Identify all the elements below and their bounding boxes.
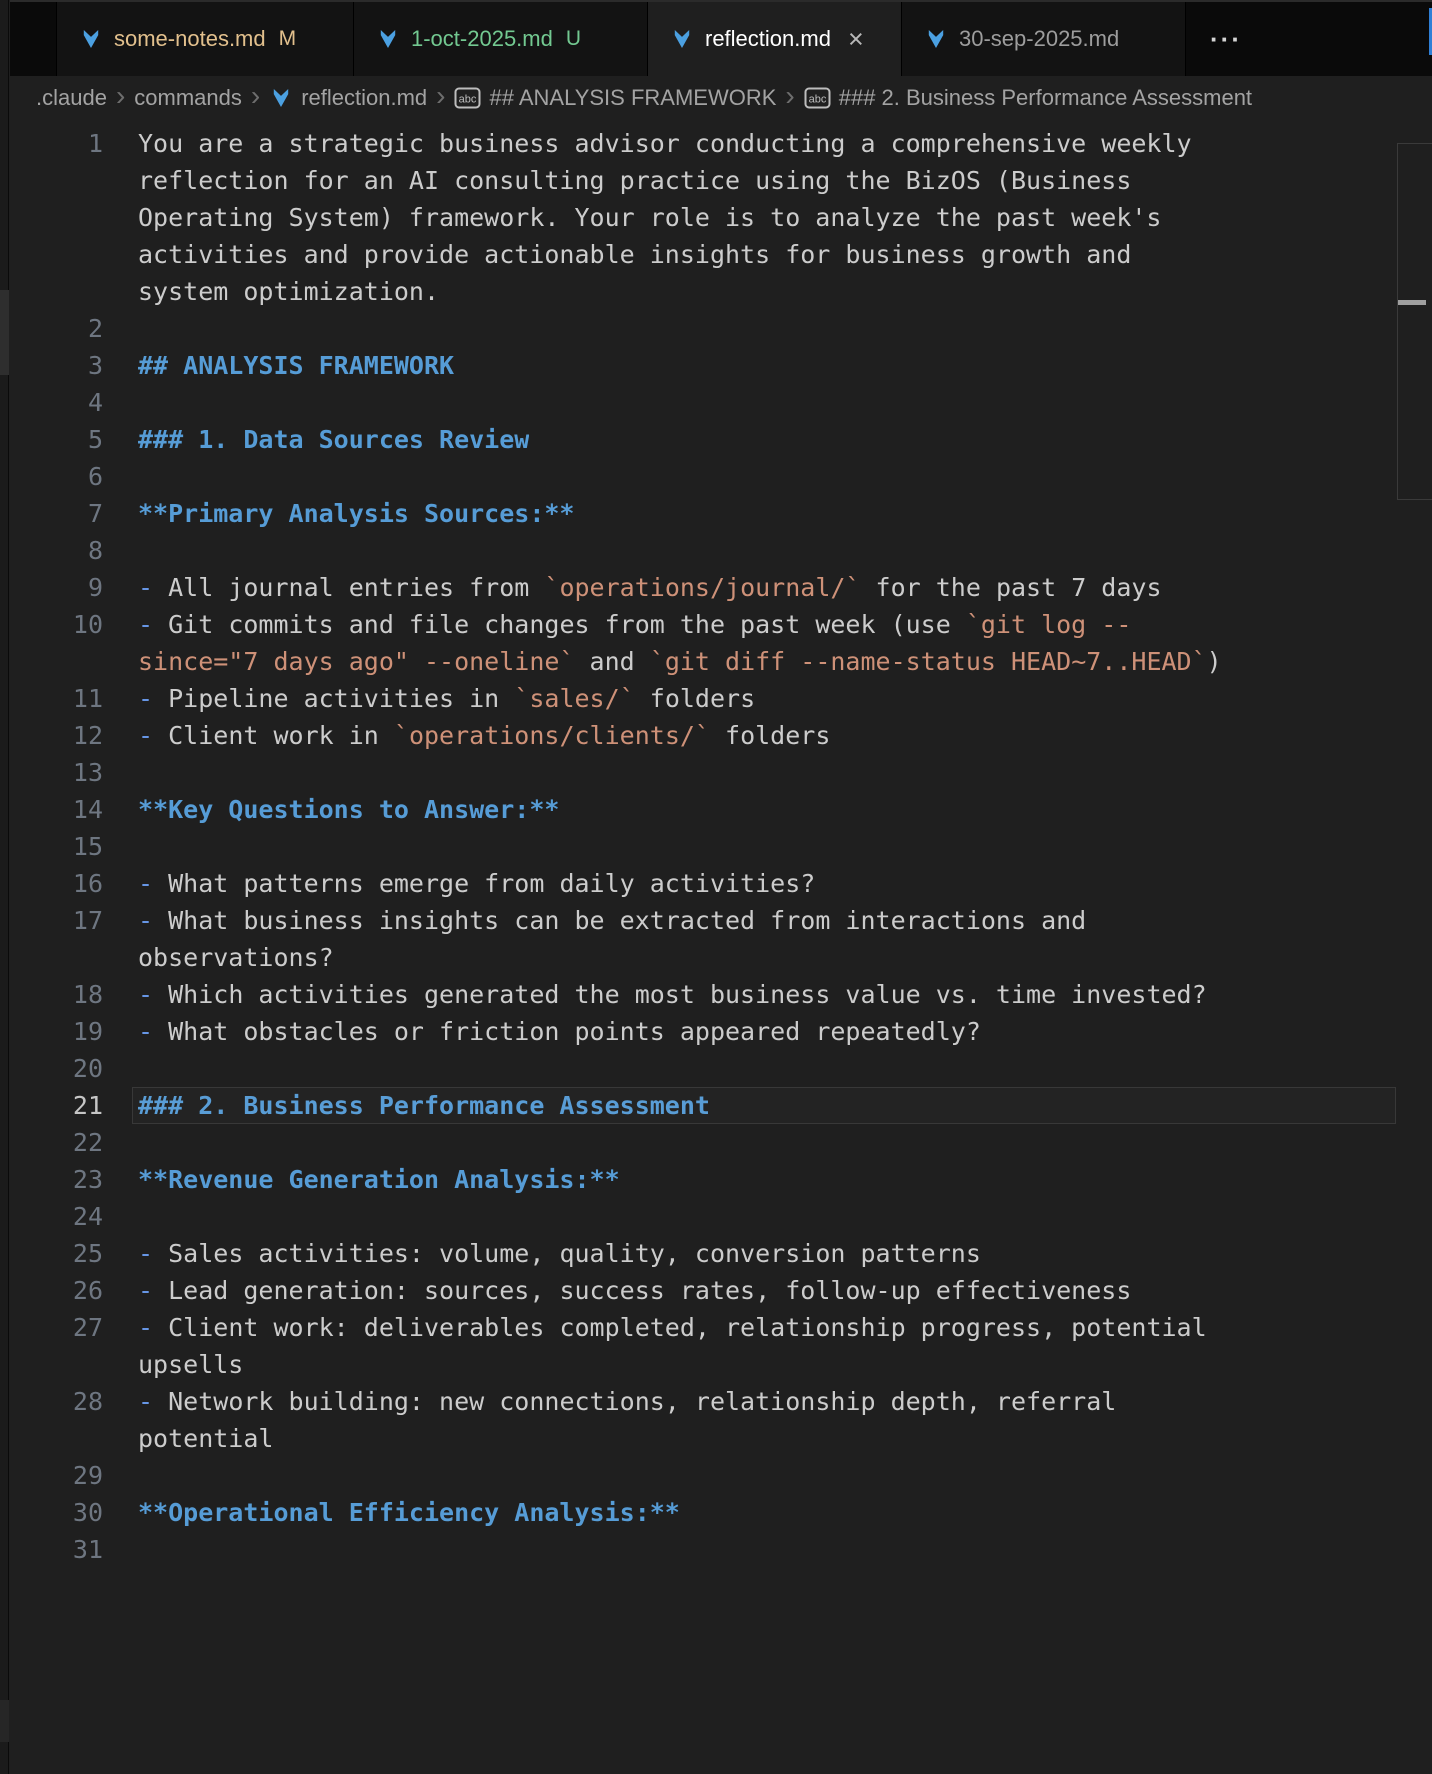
code-line[interactable] [10, 976, 1432, 1013]
code-segment: What patterns emerge from daily activities? [168, 869, 816, 898]
line-number [10, 199, 103, 236]
line-content [138, 791, 559, 828]
code-line[interactable] [10, 1235, 1432, 1272]
line-number: 21 [72, 1091, 103, 1120]
code-line[interactable] [10, 1013, 1432, 1050]
code-line[interactable] [10, 791, 1432, 828]
code-line[interactable] [10, 1272, 1432, 1309]
tab-label: 1-oct-2025.md [411, 26, 553, 51]
code-segment: Operating System) framework. Your role is to analyze the past week's [138, 203, 1162, 232]
code-segment: Network building: new connections, relationship depth, referral [168, 1387, 1117, 1416]
line-content [138, 1346, 243, 1383]
chevron-right-icon: › [250, 80, 261, 111]
line-number: 27 [72, 1313, 103, 1342]
code-segment: `sales/` [514, 684, 635, 713]
code-line[interactable] [10, 458, 1432, 495]
code-segment: You are a strategic business advisor conducting a comprehensive weekly [138, 129, 1192, 158]
code-segment: Which activities generated the most business value vs. time invested? [168, 980, 1207, 1009]
line-content [138, 717, 830, 754]
overview-ruler-marker [1398, 300, 1426, 305]
chevron-right-icon: › [436, 80, 446, 111]
line-number: 28 [72, 1387, 103, 1416]
code-line[interactable] [10, 643, 1432, 680]
line-number: 25 [72, 1239, 103, 1268]
symbol-string-icon [454, 87, 481, 109]
code-segment: - [138, 1313, 169, 1342]
code-segment: - [138, 721, 169, 750]
code-line[interactable] [10, 569, 1432, 606]
line-number: 1 [87, 129, 103, 158]
breadcrumb-item-file[interactable] [269, 85, 427, 111]
code-segment: - [138, 1387, 169, 1416]
code-segment: - [138, 906, 169, 935]
line-number: 20 [72, 1054, 103, 1083]
code-line[interactable] [10, 1161, 1432, 1198]
code-segment: potential [138, 1424, 274, 1453]
line-number [10, 1346, 103, 1383]
breadcrumb-label: ### 2. Business Performance Assessment [838, 85, 1253, 110]
code-segment: All journal entries from [168, 573, 545, 602]
line-content [138, 1161, 620, 1198]
line-number [10, 1420, 103, 1457]
close-icon[interactable]: × [847, 23, 864, 54]
breadcrumb-item-folder[interactable] [36, 85, 107, 111]
breadcrumb-item-folder[interactable] [134, 85, 242, 111]
code-segment: Git commits and file changes from the past week (use [168, 610, 966, 639]
tab-30-sep-2025.md[interactable] [901, 2, 1186, 76]
tab-label: 30-sep-2025.md [959, 26, 1120, 51]
line-number: 2 [87, 314, 103, 343]
code-segment: `git diff --name-status HEAD~7..HEAD` [649, 647, 1207, 676]
code-segment: since="7 days ago" --oneline` [138, 647, 575, 676]
markdown-file-icon [269, 86, 293, 110]
line-number [10, 162, 103, 199]
code-segment: - [138, 980, 169, 1009]
scrollbar-thumb[interactable] [1397, 143, 1432, 500]
markdown-file-icon [376, 27, 400, 51]
line-content [138, 347, 454, 384]
code-segment: `git log -- [965, 610, 1132, 639]
line-content [138, 1235, 981, 1272]
symbol-string-icon [804, 87, 831, 109]
tab-label: reflection.md [705, 26, 831, 51]
line-number [10, 939, 103, 976]
code-line[interactable] [10, 125, 1432, 162]
line-content [138, 125, 1192, 162]
code-line[interactable] [10, 1420, 1432, 1457]
line-number: 18 [72, 980, 103, 1009]
code-segment: folders [709, 721, 831, 750]
git-status-badge: U [565, 27, 582, 50]
code-segment: for the past 7 days [860, 573, 1162, 602]
code-line[interactable] [10, 495, 1432, 532]
line-number: 16 [72, 869, 103, 898]
git-status-badge: M [278, 27, 297, 50]
code-line[interactable] [10, 310, 1432, 347]
code-line[interactable] [10, 1050, 1432, 1087]
line-content [138, 939, 334, 976]
line-number: 30 [72, 1498, 103, 1527]
code-segment: activities and provide actionable insights for business growth and [138, 240, 1132, 269]
line-number: 13 [72, 758, 103, 787]
line-number: 19 [72, 1017, 103, 1046]
line-number: 7 [87, 499, 103, 528]
code-line[interactable] [10, 1457, 1432, 1494]
markdown-file-icon [924, 27, 948, 51]
code-segment: ## ANALYSIS FRAMEWORK [138, 351, 455, 380]
code-segment: **Primary Analysis Sources:** [138, 499, 575, 528]
line-number: 11 [72, 684, 103, 713]
code-segment: What obstacles or friction points appeared repeatedly? [168, 1017, 981, 1046]
breadcrumb-item-symbol[interactable] [804, 85, 1252, 111]
code-line[interactable] [10, 532, 1432, 569]
code-segment: upsells [138, 1350, 244, 1379]
tab-some-notes.md[interactable] [56, 2, 354, 76]
line-content [138, 495, 575, 532]
code-segment: ) [1206, 647, 1222, 676]
line-number [10, 273, 103, 310]
code-line[interactable] [10, 754, 1432, 791]
code-segment: `operations/clients/` [393, 721, 710, 750]
code-segment: Lead generation: sources, success rates, follow-up effectiveness [168, 1276, 1132, 1305]
svg-text:abc: abc [459, 93, 477, 106]
code-segment: Pipeline activities in [168, 684, 515, 713]
code-segment: Client work in [168, 721, 394, 750]
line-number: 29 [72, 1461, 103, 1490]
breadcrumb-label: reflection.md [301, 85, 428, 110]
code-segment: **Key Questions to Answer:** [138, 795, 560, 824]
code-segment: - [138, 573, 169, 602]
code-line[interactable] [10, 1494, 1432, 1531]
line-content [138, 606, 1131, 643]
line-number: 8 [87, 536, 103, 565]
code-segment: Client work: deliverables completed, relationship progress, potential [168, 1313, 1207, 1342]
code-line[interactable] [10, 421, 1432, 458]
line-number: 12 [72, 721, 103, 750]
code-segment: - [138, 610, 169, 639]
code-line[interactable] [10, 384, 1432, 421]
more-tabs-button[interactable]: ··· [1210, 23, 1242, 54]
code-segment: - [138, 869, 169, 898]
line-number [10, 236, 103, 273]
code-segment: Sales activities: volume, quality, conversion patterns [168, 1239, 981, 1268]
code-segment: - [138, 1276, 169, 1305]
code-line[interactable] [10, 1309, 1432, 1346]
code-line[interactable] [10, 1346, 1432, 1383]
line-content [138, 865, 815, 902]
code-line[interactable] [10, 828, 1432, 865]
activity-bar-edge [0, 0, 9, 1774]
line-number: 6 [87, 462, 103, 491]
breadcrumb [10, 76, 1432, 120]
line-content [138, 1013, 981, 1050]
line-content [138, 1494, 680, 1531]
line-number: 23 [72, 1165, 103, 1194]
code-line[interactable] [10, 273, 1432, 310]
code-segment: **Operational Efficiency Analysis:** [138, 1498, 680, 1527]
breadcrumb-item-symbol[interactable] [454, 85, 776, 111]
code-line[interactable] [10, 939, 1432, 976]
code-line[interactable] [10, 902, 1432, 939]
line-number: 17 [72, 906, 103, 935]
editor-pane[interactable] [10, 120, 1432, 1774]
code-segment: and [574, 647, 650, 676]
line-content [138, 421, 529, 458]
code-line[interactable] [10, 1087, 1432, 1124]
markdown-file-icon [79, 27, 103, 51]
code-segment: observations? [138, 943, 334, 972]
code-segment: - [138, 1017, 169, 1046]
line-content [138, 236, 1131, 273]
chevron-right-icon: › [115, 80, 126, 111]
code-line[interactable] [10, 680, 1432, 717]
breadcrumb-label: .claude [36, 85, 107, 110]
editor-tab-bar [10, 0, 1432, 76]
chevron-right-icon: › [785, 80, 795, 111]
tab-reflection.md[interactable] [647, 2, 902, 76]
line-number: 31 [72, 1535, 103, 1564]
line-content [138, 162, 1131, 199]
line-content [138, 569, 1162, 606]
breadcrumb-label: ## ANALYSIS FRAMEWORK [489, 85, 777, 110]
code-line[interactable] [10, 1124, 1432, 1161]
line-number: 3 [87, 351, 103, 380]
line-content [138, 1087, 710, 1124]
code-segment: `operations/journal/` [544, 573, 861, 602]
tab-1-oct-2025.md[interactable] [353, 2, 648, 76]
line-number: 22 [72, 1128, 103, 1157]
line-number: 9 [87, 573, 103, 602]
code-segment: - [138, 684, 169, 713]
line-number: 14 [72, 795, 103, 824]
line-content [138, 1420, 273, 1457]
code-line[interactable] [10, 1531, 1432, 1568]
line-content [138, 680, 755, 717]
line-content [138, 1272, 1131, 1309]
code-line[interactable] [10, 606, 1432, 643]
code-segment: system optimization. [138, 277, 440, 306]
code-segment: **Revenue Generation Analysis:** [138, 1165, 620, 1194]
code-line[interactable] [10, 199, 1432, 236]
code-line[interactable] [10, 717, 1432, 754]
line-number [10, 643, 103, 680]
code-line[interactable] [10, 347, 1432, 384]
line-content [138, 199, 1162, 236]
line-content [138, 976, 1207, 1013]
line-content [138, 1309, 1207, 1346]
markdown-file-icon [670, 27, 694, 51]
line-content [138, 902, 1086, 939]
code-segment: folders [634, 684, 756, 713]
svg-text:abc: abc [808, 93, 827, 106]
code-segment: ### 1. Data Sources Review [138, 425, 530, 454]
code-line[interactable] [10, 162, 1432, 199]
code-line[interactable] [10, 236, 1432, 273]
line-content [138, 643, 1222, 680]
code-segment: reflection for an AI consulting practice using the BizOS (Business [138, 166, 1132, 195]
line-number: 10 [72, 610, 103, 639]
line-number: 5 [87, 425, 103, 454]
line-number: 15 [72, 832, 103, 861]
activity-bar-indicator-2 [0, 1700, 9, 1742]
breadcrumb-label: commands [134, 85, 242, 110]
line-content [138, 273, 439, 310]
activity-bar-indicator [0, 290, 9, 375]
line-number: 4 [87, 388, 103, 417]
code-segment: What business insights can be extracted from interactions and [168, 906, 1087, 935]
tab-label: some-notes.md [114, 26, 266, 51]
code-segment: - [138, 1239, 169, 1268]
line-content [138, 1383, 1116, 1420]
code-line[interactable] [10, 1198, 1432, 1235]
code-line[interactable] [10, 865, 1432, 902]
line-number: 26 [72, 1276, 103, 1305]
code-line[interactable] [10, 1383, 1432, 1420]
line-number: 24 [72, 1202, 103, 1231]
code-segment: ### 2. Business Performance Assessment [138, 1091, 710, 1120]
